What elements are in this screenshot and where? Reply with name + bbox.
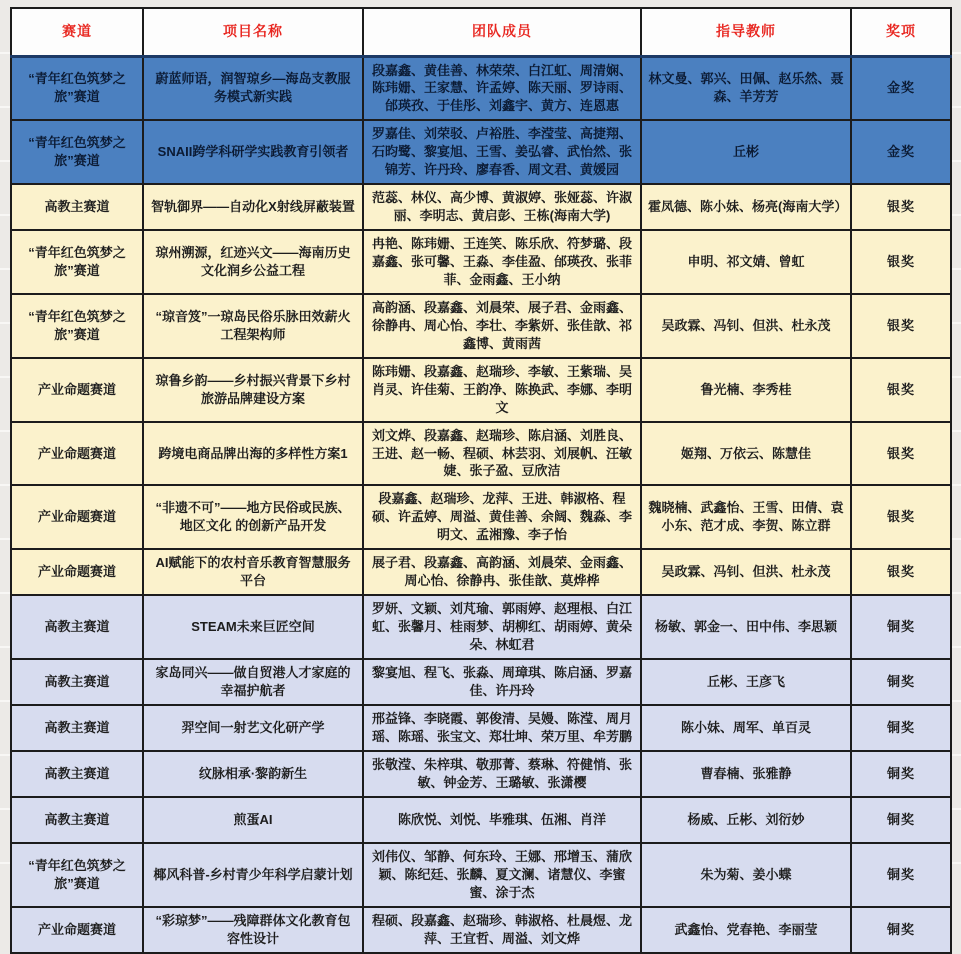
table-row (11, 751, 951, 797)
cell-members: 黎宴旭、程飞、张淼、周璋琪、陈启涵、罗嘉佳、许丹玲 (363, 659, 641, 705)
cell-teachers: 吴政霖、冯钊、但洪、杜永茂 (641, 549, 851, 595)
table-row (11, 595, 951, 659)
cell-track: 产业命题赛道 (11, 549, 143, 595)
table-row (11, 705, 951, 751)
cell-members: 刘文烨、段嘉鑫、赵瑞珍、陈启涵、刘胜良、王进、赵一畅、程硕、林芸羽、刘展帆、汪敏婕、张子盈、豆欣洁 (363, 422, 641, 486)
cell-track: 产业命题赛道 (11, 358, 143, 422)
header-row (11, 8, 951, 56)
table-row (11, 120, 951, 184)
table-row (11, 907, 951, 953)
cell-award: 金奖 (851, 120, 951, 184)
cell-track: 高教主赛道 (11, 705, 143, 751)
table-row (11, 230, 951, 294)
cell-members: 冉艳、陈玮姗、王连笑、陈乐欣、符梦璐、段嘉鑫、张可馨、王淼、李佳盈、邰瑛孜、张菲菲、金雨鑫、王小纳 (363, 230, 641, 294)
cell-track: “青年红色筑梦之旅”赛道 (11, 843, 143, 907)
cell-track: 高教主赛道 (11, 184, 143, 230)
cell-award: 银奖 (851, 184, 951, 230)
cell-project: AI赋能下的农村音乐教育智慧服务平台 (143, 549, 363, 595)
table-row (11, 422, 951, 486)
table-row (11, 184, 951, 230)
table-row (11, 797, 951, 843)
cell-award: 铜奖 (851, 797, 951, 843)
cell-project: 纹脉相承·黎韵新生 (143, 751, 363, 797)
cell-award: 铜奖 (851, 843, 951, 907)
cell-track: 产业命题赛道 (11, 422, 143, 486)
cell-project: “琼音笈”一琼岛民俗乐脉田效薪火工程架构师 (143, 294, 363, 358)
cell-project: STEAM未来巨匠空间 (143, 595, 363, 659)
cell-teachers: 林文曼、郭兴、田佩、赵乐然、聂森、羊芳芳 (641, 56, 851, 120)
cell-members: 张敬滢、朱梓琪、敬那菁、蔡琳、符健悄、张敏、钟金芳、王璐敏、张潇樱 (363, 751, 641, 797)
cell-members: 段嘉鑫、赵瑞珍、龙萍、王进、韩淑格、程硕、许孟婷、周溢、黄佳善、余阔、魏淼、李明文、孟湘豫、李子怡 (363, 485, 641, 549)
cell-award: 金奖 (851, 56, 951, 120)
cell-project: 羿空间一射艺文化研产学 (143, 705, 363, 751)
cell-project: 椰风科普-乡村青少年科学启蒙计划 (143, 843, 363, 907)
table-row (11, 485, 951, 549)
cell-award: 铜奖 (851, 705, 951, 751)
cell-track: 高教主赛道 (11, 797, 143, 843)
column-header-teachers: 指导教师 (641, 8, 851, 56)
table-row (11, 659, 951, 705)
cell-project: 智轨御界——自动化X射线屏蔽装置 (143, 184, 363, 230)
cell-members: 范蕊、林仪、高少博、黄淑婷、张娅蕊、许淑丽、李明志、黄启彭、王栋(海南大学) (363, 184, 641, 230)
table-row (11, 843, 951, 907)
cell-members: 展子君、段嘉鑫、高韵涵、刘晨荣、金雨鑫、周心怡、徐静冉、张佳歆、莫烨桦 (363, 549, 641, 595)
cell-project: SNAII跨学科研学实践教育引领者 (143, 120, 363, 184)
cell-project: 煎蛋AI (143, 797, 363, 843)
cell-track: 产业命题赛道 (11, 907, 143, 953)
cell-members: 陈玮姗、段嘉鑫、赵瑞珍、李敏、王紫瑞、吴肖灵、许佳菊、王韵净、陈换武、李娜、李明文 (363, 358, 641, 422)
cell-award: 银奖 (851, 549, 951, 595)
cell-award: 银奖 (851, 422, 951, 486)
cell-track: “青年红色筑梦之旅”赛道 (11, 120, 143, 184)
cell-award: 铜奖 (851, 751, 951, 797)
cell-project: 琼州溯源，红迹兴文——海南历史文化润乡公益工程 (143, 230, 363, 294)
table-row (11, 358, 951, 422)
cell-members: 高韵涵、段嘉鑫、刘晨荣、展子君、金雨鑫、徐静冉、周心怡、李壮、李紫妍、张佳歆、祁鑫博、黄雨茜 (363, 294, 641, 358)
column-header-track: 赛道 (11, 8, 143, 56)
cell-members: 陈欣悦、刘悦、毕雅琪、伍湘、肖洋 (363, 797, 641, 843)
table-header (11, 8, 951, 56)
cell-track: “青年红色筑梦之旅”赛道 (11, 230, 143, 294)
table-row (11, 294, 951, 358)
cell-award: 银奖 (851, 358, 951, 422)
cell-award: 银奖 (851, 294, 951, 358)
cell-award: 铜奖 (851, 907, 951, 953)
column-header-award: 奖项 (851, 8, 951, 56)
cell-teachers: 朱为菊、姜小蝶 (641, 843, 851, 907)
cell-teachers: 申明、祁文婧、曾虹 (641, 230, 851, 294)
cell-track: “青年红色筑梦之旅”赛道 (11, 56, 143, 120)
cell-teachers: 武鑫怡、党春艳、李丽莹 (641, 907, 851, 953)
cell-award: 银奖 (851, 230, 951, 294)
cell-teachers: 姬翔、万依云、陈慧佳 (641, 422, 851, 486)
cell-teachers: 鲁光楠、李秀桂 (641, 358, 851, 422)
cell-members: 刘伟仪、邹静、何东玲、王娜、邢增玉、蒲欣颖、陈纪廷、张麟、夏文澜、诸慧仪、李蜜蜜、涂于杰 (363, 843, 641, 907)
cell-teachers: 杨敏、郭金一、田中伟、李思颖 (641, 595, 851, 659)
table-row (11, 56, 951, 120)
cell-project: 蔚蓝师语，润智琼乡—海岛支教服务模式新实践 (143, 56, 363, 120)
cell-award: 银奖 (851, 485, 951, 549)
cell-track: “青年红色筑梦之旅”赛道 (11, 294, 143, 358)
cell-members: 程硕、段嘉鑫、赵瑞珍、韩淑格、杜晨煜、龙萍、王宜哲、周溢、刘文烨 (363, 907, 641, 953)
awards-table (10, 7, 952, 954)
cell-teachers: 魏晓楠、武鑫怡、王雪、田倩、袁小东、范才成、李贺、陈立群 (641, 485, 851, 549)
cell-track: 产业命题赛道 (11, 485, 143, 549)
cell-teachers: 陈小妹、周军、单百灵 (641, 705, 851, 751)
cell-teachers: 曹春楠、张雅静 (641, 751, 851, 797)
cell-project: 琼鲁乡韵——乡村振兴背景下乡村旅游品牌建设方案 (143, 358, 363, 422)
cell-teachers: 吴政霖、冯钊、但洪、杜永茂 (641, 294, 851, 358)
cell-track: 高教主赛道 (11, 595, 143, 659)
cell-teachers: 霍凤德、陈小妹、杨亮(海南大学） (641, 184, 851, 230)
cell-project: “彩琼梦”——残障群体文化教育包容性设计 (143, 907, 363, 953)
column-header-members: 团队成员 (363, 8, 641, 56)
cell-teachers: 丘彬、王彦飞 (641, 659, 851, 705)
cell-project: “非遗不可”——地方民俗或民族、地区文化 的创新产品开发 (143, 485, 363, 549)
cell-track: 高教主赛道 (11, 659, 143, 705)
cell-members: 罗嘉佳、刘荣驳、卢裕胜、李滢莹、高捷翔、石昀鹭、黎宴旭、王雪、姜弘睿、武怡然、张锦芳、许丹玲、廖春香、周文君、黄媛园 (363, 120, 641, 184)
cell-award: 铜奖 (851, 595, 951, 659)
cell-teachers: 杨威、丘彬、刘衍妙 (641, 797, 851, 843)
cell-award: 铜奖 (851, 659, 951, 705)
cell-project: 跨境电商品牌出海的多样性方案1 (143, 422, 363, 486)
table-row (11, 549, 951, 595)
cell-teachers: 丘彬 (641, 120, 851, 184)
column-header-project: 项目名称 (143, 8, 363, 56)
table-body (11, 56, 951, 953)
cell-members: 邢益锋、李晓霞、郭俊清、吴嫚、陈滢、周月瑶、陈瑶、张宝文、郑壮坤、荣万里、牟芳鹏 (363, 705, 641, 751)
cell-project: 家岛同兴——做自贸港人才家庭的幸福护航者 (143, 659, 363, 705)
cell-members: 段嘉鑫、黄佳善、林荣荣、白江虹、周清娴、陈玮姗、王家慧、许孟婷、陈天丽、罗诗雨、邰瑛孜、于佳彤、刘鑫宇、黄方、连恩惠 (363, 56, 641, 120)
cell-track: 高教主赛道 (11, 751, 143, 797)
cell-members: 罗妍、文颖、刘芃瑜、郭雨婷、赵理根、白江虹、张馨月、桂雨梦、胡柳红、胡雨婷、黄朵朵、林虹君 (363, 595, 641, 659)
